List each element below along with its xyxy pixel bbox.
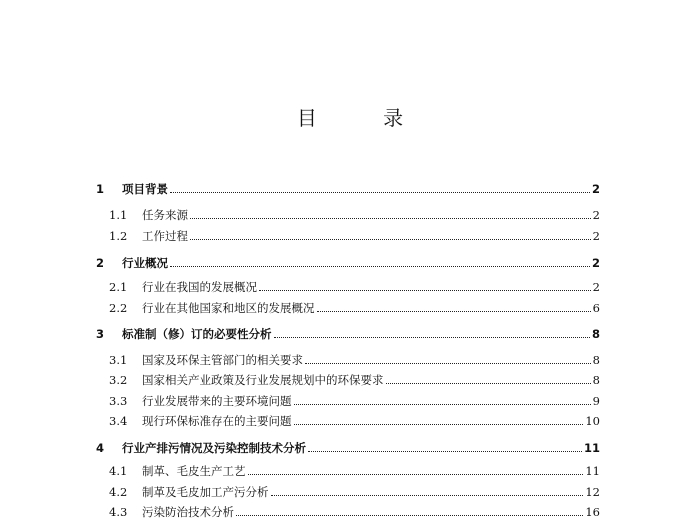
toc-entry-number: 2 (96, 256, 105, 270)
toc-entry-title: 国家及环保主管部门的相关要求 (142, 353, 303, 367)
toc-entry-title: 任务来源 (142, 208, 188, 222)
toc-entry-title: 行业发展带来的主要环境问题 (142, 394, 292, 408)
dot-leader (294, 403, 591, 405)
toc-entry-number: 4.1 (109, 464, 128, 478)
toc-section-entry[interactable] (96, 229, 600, 243)
toc-entry-number: 2.1 (109, 280, 128, 294)
toc-entry-page-number: 12 (585, 485, 600, 499)
toc-entry-number: 3.4 (109, 414, 128, 428)
toc-entry-number: 1 (96, 182, 105, 196)
dot-leader (190, 238, 591, 240)
toc-entry-page-number: 2 (592, 229, 600, 243)
toc-entry-number: 1.2 (109, 229, 128, 243)
toc-entry-page-number: 2 (591, 256, 600, 270)
toc-entry-number: 1.1 (109, 208, 128, 222)
toc-entry-page-number: 11 (583, 441, 600, 455)
toc-entry-number: 4 (96, 441, 105, 455)
toc-entry-title: 现行环保标准存在的主要问题 (142, 414, 292, 428)
toc-entry-page-number: 11 (585, 464, 600, 478)
toc-section-entry[interactable] (96, 208, 600, 222)
dot-leader (259, 289, 591, 291)
toc-entry-title: 行业产排污情况及污染控制技术分析 (122, 441, 306, 455)
toc-chapter-entry[interactable] (96, 182, 600, 196)
toc-entry-number: 4.2 (109, 485, 128, 499)
dot-leader (248, 473, 584, 475)
dot-leader (170, 265, 590, 267)
toc-entry-title: 项目背景 (122, 182, 168, 196)
toc-entry-title: 标准制（修）订的必要性分析 (122, 327, 272, 341)
dot-leader (294, 423, 584, 425)
toc-entry-page-number: 16 (585, 505, 600, 519)
toc-entry-page-number: 2 (592, 280, 600, 294)
toc-chapter-entry[interactable] (96, 441, 600, 455)
toc-entry-title: 行业概况 (122, 256, 168, 270)
toc-entry-page-number: 6 (592, 301, 600, 315)
toc-entry-page-number: 2 (592, 208, 600, 222)
toc-heading: 目 录 (296, 106, 434, 130)
toc-entry-page-number: 9 (592, 394, 600, 408)
dot-leader (236, 514, 583, 516)
toc-entry-page-number: 2 (591, 182, 600, 196)
toc-entry-page-number: 8 (591, 327, 600, 341)
dot-leader (386, 382, 591, 384)
toc-section-entry[interactable] (96, 414, 600, 428)
toc-entry-number: 3.1 (109, 353, 128, 367)
toc-entry-number: 4.3 (109, 505, 128, 519)
toc-section-entry[interactable] (96, 301, 600, 315)
toc-entry-page-number: 8 (592, 353, 600, 367)
toc-entry-page-number: 10 (585, 414, 600, 428)
toc-entry-title: 工作过程 (142, 229, 188, 243)
toc-entry-page-number: 8 (592, 373, 600, 387)
dot-leader (305, 362, 591, 364)
dot-leader (170, 191, 590, 193)
toc-entry-title: 行业在我国的发展概况 (142, 280, 257, 294)
toc-entry-title: 污染防治技术分析 (142, 505, 234, 519)
toc-entry-title: 制革及毛皮加工产污分析 (142, 485, 269, 499)
toc-section-entry[interactable] (96, 485, 600, 499)
toc-entry-number: 2.2 (109, 301, 128, 315)
toc-section-entry[interactable] (96, 394, 600, 408)
toc-section-entry[interactable] (96, 373, 600, 387)
dot-leader (274, 336, 590, 338)
toc-chapter-entry[interactable] (96, 327, 600, 341)
toc-section-entry[interactable] (96, 353, 600, 367)
toc-section-entry[interactable] (96, 280, 600, 294)
toc-section-entry[interactable] (96, 505, 600, 519)
toc-entry-number: 3.2 (109, 373, 128, 387)
dot-leader (317, 310, 591, 312)
toc-entry-title: 行业在其他国家和地区的发展概况 (142, 301, 315, 315)
toc-entry-number: 3 (96, 327, 105, 341)
toc-entry-title: 国家相关产业政策及行业发展规划中的环保要求 (142, 373, 384, 387)
dot-leader (190, 217, 591, 219)
dot-leader (271, 494, 584, 496)
toc-entry-title: 制革、毛皮生产工艺 (142, 464, 246, 478)
toc-entry-number: 3.3 (109, 394, 128, 408)
toc-section-entry[interactable] (96, 464, 600, 478)
toc-chapter-entry[interactable] (96, 256, 600, 270)
dot-leader (308, 450, 582, 452)
